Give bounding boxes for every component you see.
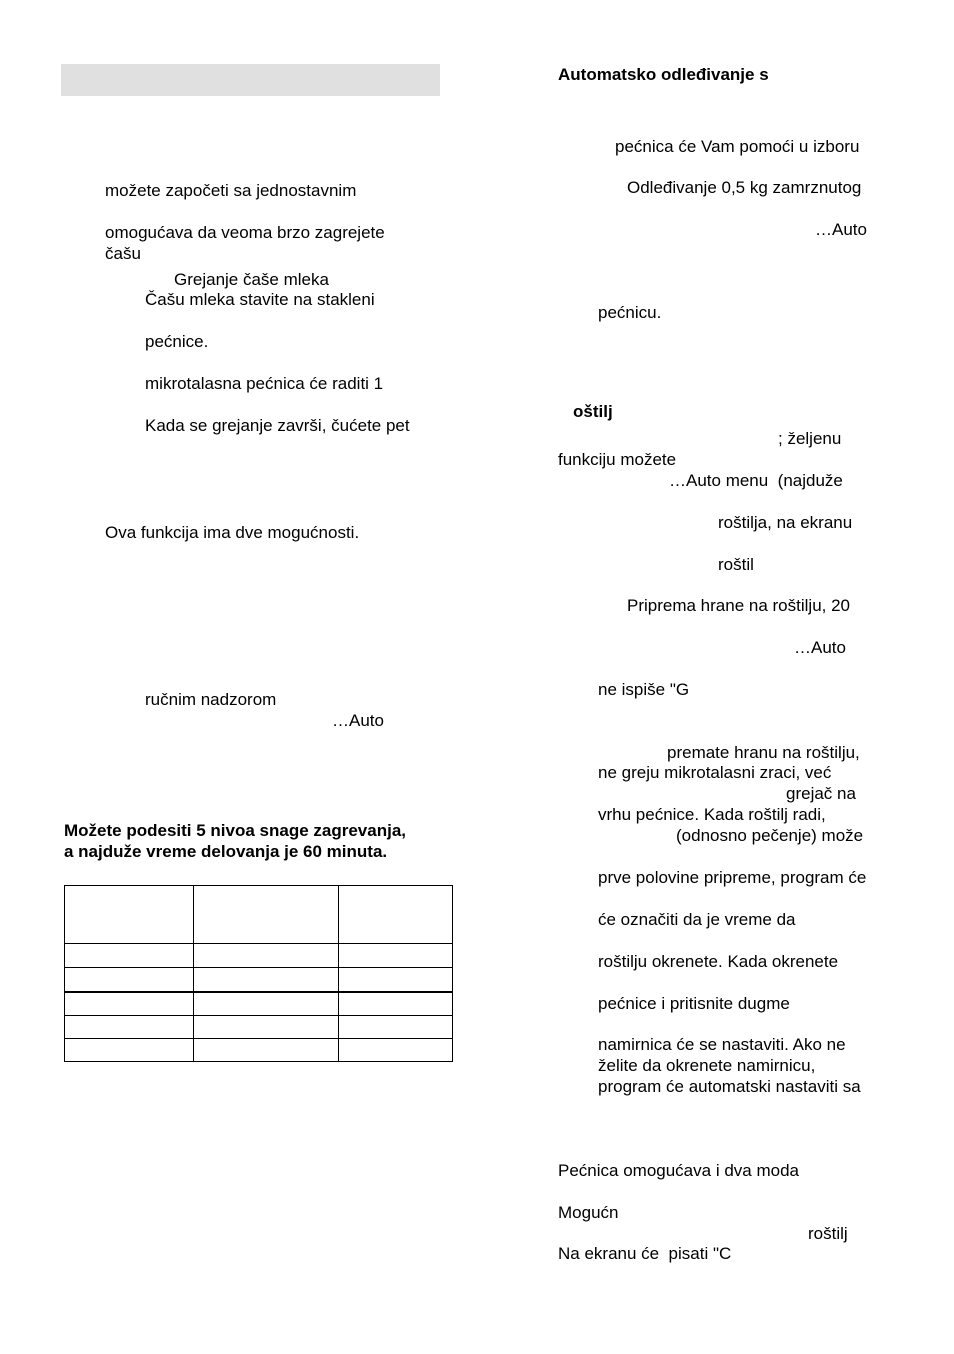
text-line: Pećnica omogućava i dva moda (558, 1161, 799, 1180)
section-heading-grill: oštilj (573, 402, 613, 421)
text-line: čašu (105, 244, 141, 263)
text-line: roštil (718, 555, 754, 574)
text-line: …Auto (794, 638, 846, 657)
table-cell (339, 992, 453, 1016)
table-cell (339, 1016, 453, 1039)
text-line: omogućava da veoma brzo zagrejete (105, 223, 385, 242)
text-line: …Auto menu (najduže (669, 471, 843, 490)
text-line: vrhu pećnice. Kada roštilj radi, (598, 805, 826, 824)
text-line: ne greju mikrotalasni zraci, već (598, 763, 832, 782)
text-line: roštilj (808, 1224, 848, 1243)
text-line: Na ekranu će pisati "C (558, 1244, 732, 1263)
table-cell (194, 944, 339, 968)
text-line: ne ispiše "G (598, 680, 690, 699)
text-line: ručnim nadzorom (145, 690, 277, 709)
table-cell (65, 886, 194, 944)
text-line: …Auto (332, 711, 384, 730)
table-cell (194, 886, 339, 944)
table-row (65, 992, 453, 1016)
table-cell (194, 1039, 339, 1062)
text-line: namirnica će se nastaviti. Ako ne (598, 1035, 846, 1054)
text-line: pećnica će Vam pomoći u izboru (615, 137, 860, 156)
table-cell (65, 968, 194, 993)
text-line: program će automatski nastaviti sa (598, 1077, 861, 1096)
text-line: (odnosno pečenje) može (676, 826, 864, 845)
table-cell (65, 1016, 194, 1039)
text-line: Ova funkcija ima dve mogućnosti. (105, 523, 360, 542)
text-line: mikrotalasna pećnica će raditi 1 (145, 374, 384, 393)
text-line: ; željenu (778, 429, 842, 448)
text-line: pećnicu. (598, 303, 662, 322)
table-cell (339, 886, 453, 944)
text-line: pećnice. (145, 332, 209, 351)
table-cell (65, 944, 194, 968)
table-row (65, 944, 453, 968)
text-line: želite da okrenete namirnicu, (598, 1056, 816, 1075)
table-header-row (65, 886, 453, 944)
text-line: će označiti da je vreme da (598, 910, 796, 929)
text-line: premate hranu na roštilju, (667, 743, 860, 762)
section-header-bar (61, 64, 440, 96)
table-cell (194, 992, 339, 1016)
table-cell (65, 992, 194, 1016)
text-line: prve polovine pripreme, program će (598, 868, 867, 887)
bold-note-line: Možete podesiti 5 nivoa snage zagrevanja, (64, 821, 406, 840)
table-row (65, 1016, 453, 1039)
text-line: pećnice i pritisnite dugme (598, 994, 790, 1013)
table-row (65, 968, 453, 993)
table-cell (339, 944, 453, 968)
text-line: Kada se grejanje završi, čućete pet (145, 416, 410, 435)
text-line: Čašu mleka stavite na stakleni (145, 290, 375, 309)
bold-note-line: a najduže vreme delovanja je 60 minuta. (64, 842, 388, 861)
table-cell (194, 968, 339, 993)
table-cell (194, 1016, 339, 1039)
section-heading-defrost: Automatsko odleđivanje s (558, 65, 769, 84)
text-line: funkciju možete (558, 450, 677, 469)
text-line: grejač na (786, 784, 856, 803)
text-line: Grejanje čaše mleka (174, 270, 329, 289)
text-line: Priprema hrane na roštilju, 20 (627, 596, 851, 615)
text-line: roštilju okrenete. Kada okrenete (598, 952, 839, 971)
text-line: možete započeti sa jednostavnim (105, 181, 357, 200)
table-cell (65, 1039, 194, 1062)
text-line: Odleđivanje 0,5 kg zamrznutog (627, 178, 862, 197)
power-levels-table (64, 885, 453, 1062)
table-cell (339, 968, 453, 993)
table-cell (339, 1039, 453, 1062)
text-line: Mogućn (558, 1203, 619, 1222)
text-line: …Auto (815, 220, 867, 239)
table-row (65, 1039, 453, 1062)
text-line: roštilja, na ekranu (718, 513, 853, 532)
